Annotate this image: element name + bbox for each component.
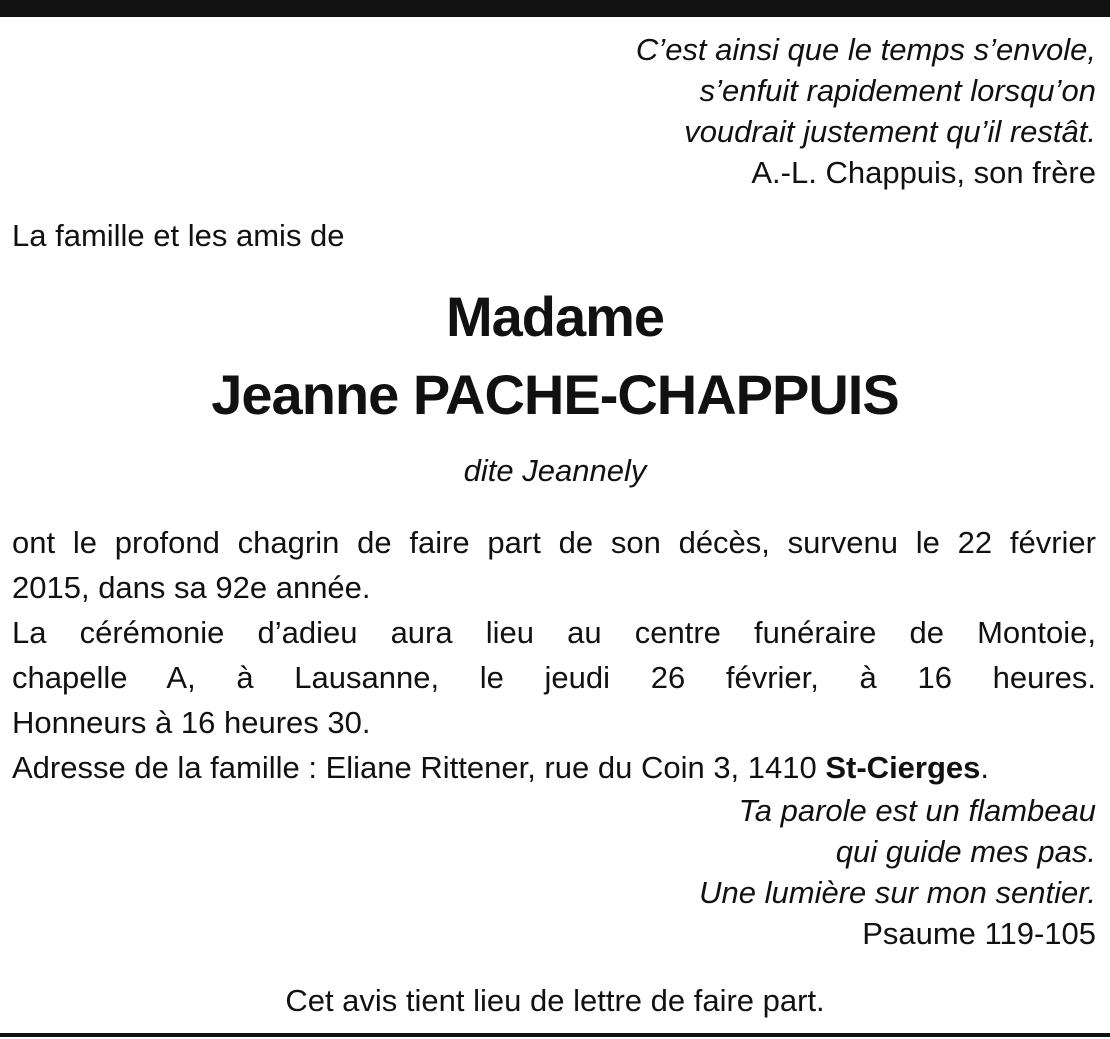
epigraph-line: C’est ainsi que le temps s’envole,: [635, 32, 1096, 67]
psalm-reference: Psaume 119-105: [862, 916, 1096, 951]
announcement-body: [12, 520, 1096, 790]
announcement-line: ont le profond chagrin de faire part de son décès, survenu le 22 février: [12, 525, 1096, 560]
ceremony-line: Honneurs à 16 heures 30.: [12, 705, 371, 740]
deceased-name: Jeanne PACHE-CHAPPUIS: [211, 363, 899, 426]
psalm-line: Ta parole est un flambeau: [738, 793, 1096, 828]
epigraph-attribution: A.-L. Chappuis, son frère: [751, 155, 1096, 190]
family-address: [12, 745, 1096, 790]
psalm-line: Une lumière sur mon sentier.: [699, 875, 1096, 910]
address-suffix: .: [980, 750, 990, 785]
address-town: St-Cierges: [825, 750, 981, 785]
deceased-nickname: dite Jeannely: [463, 453, 647, 488]
bottom-border-rule: [0, 1033, 1110, 1037]
psalm-line: qui guide mes pas.: [835, 834, 1096, 869]
ceremony-line: La cérémonie d’adieu aura lieu au centre funéraire de Montoie,: [12, 615, 1096, 650]
epigraph-quote: [636, 29, 1096, 193]
top-border-rule: [0, 0, 1110, 17]
announcement-line: 2015, dans sa 92e année.: [12, 570, 371, 605]
epigraph-line: voudrait justement qu’il restât.: [684, 114, 1096, 149]
epigraph-line: s’enfuit rapidement lorsqu’on: [699, 73, 1096, 108]
deceased-title: Madame: [445, 285, 665, 348]
address-prefix: Adresse de la famille : Eliane Rittener, rue du Coin 3, 1410: [12, 750, 826, 785]
intro-text: La famille et les amis de: [12, 218, 345, 253]
footer-note: Cet avis tient lieu de lettre de faire part.: [285, 983, 825, 1018]
psalm-quote: [699, 790, 1096, 954]
ceremony-line: chapelle A, à Lausanne, le jeudi 26 février, à 16 heures.: [12, 660, 1096, 695]
